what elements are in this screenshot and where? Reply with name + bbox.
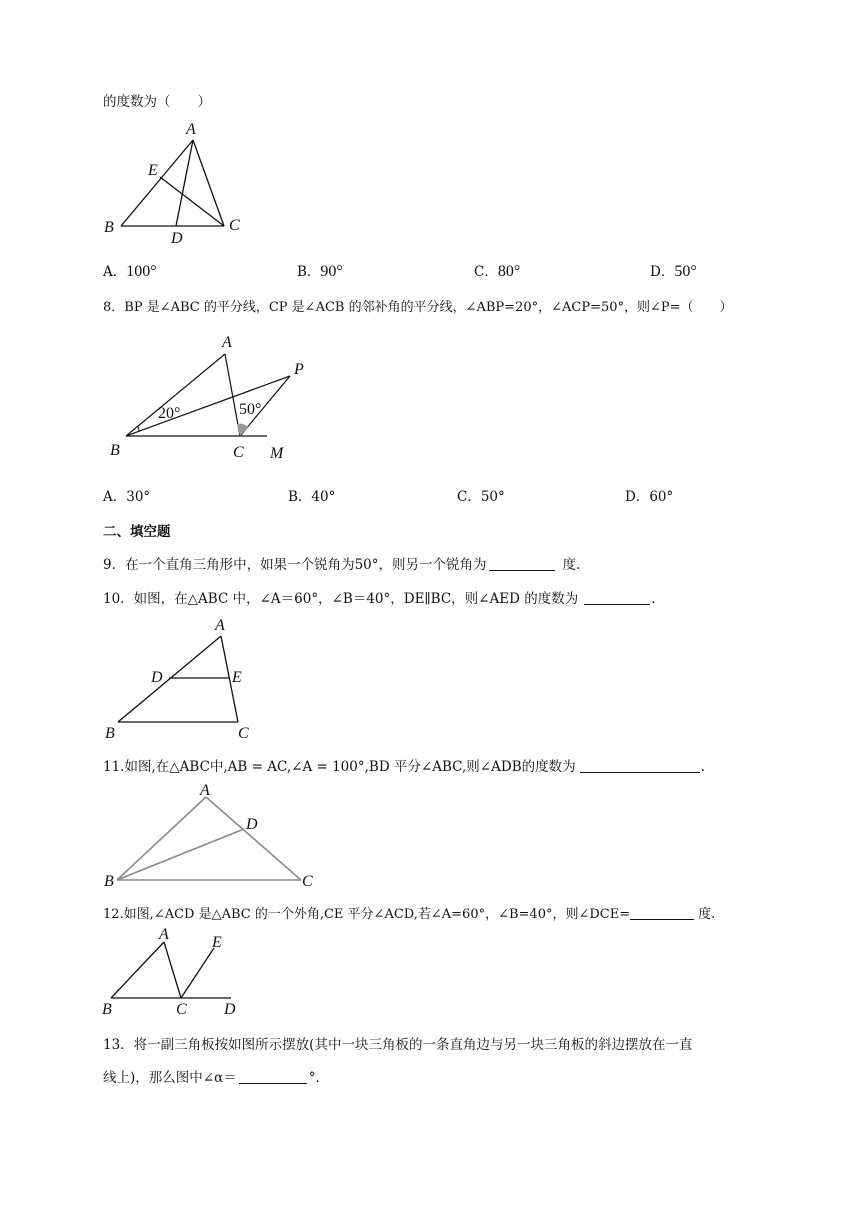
q11-stem: 11.如图,在△ABC中,AB = AC,∠A = 100°,BD 平分∠ABC,则∠ADB的度数为 . xyxy=(103,759,705,775)
q12-answer-blank[interactable] xyxy=(630,905,694,920)
q12-stem: 12.如图,∠ACD 是△ABC 的一个外角,CE 平分∠ACD,若∠A=60°，∠B=40°，则∠DCE= 度. xyxy=(103,907,716,922)
q13-stem-line2: 线上)，那么图中∠α＝ °． xyxy=(103,1070,329,1086)
q8-label-b: B xyxy=(110,442,120,459)
section-fill-in-title: 二、填空题 xyxy=(103,524,171,540)
q10-label-c: C xyxy=(238,725,249,742)
q12-label-d: D xyxy=(224,1001,236,1018)
q7-option-b: B．90° xyxy=(297,263,343,280)
q8-option-d: D．60° xyxy=(625,489,674,505)
q8-label-p: P xyxy=(294,361,304,378)
q7-option-d: D．50° xyxy=(650,263,697,280)
q7-label-a: A xyxy=(186,121,196,138)
q8-angle-20: 20° xyxy=(158,405,181,422)
q12-label-e: E xyxy=(212,934,222,951)
q12-label-b: B xyxy=(102,1001,112,1018)
q8-option-b: B．40° xyxy=(288,489,336,505)
q11-label-d: D xyxy=(246,816,258,833)
q10-stem: 10．如图，在△ABC 中，∠A＝60°，∠B＝40°，DE∥BC，则∠AED 的度数为 . xyxy=(103,591,656,607)
q8-label-m: M xyxy=(270,445,284,462)
q9-answer-blank[interactable] xyxy=(489,556,555,571)
q13-answer-blank[interactable] xyxy=(239,1069,307,1084)
q7-option-a: A．100° xyxy=(103,263,157,280)
q7-option-c: C．80° xyxy=(474,263,521,280)
q11-label-a: A xyxy=(200,782,210,799)
q7-label-e: E xyxy=(148,162,158,179)
q12-label-c: C xyxy=(176,1001,187,1018)
q10-label-e: E xyxy=(232,669,242,686)
q8-stem: 8．BP 是∠ABC 的平分线，CP 是∠ACB 的邻补角的平分线，∠ABP=20°，∠ACP=50°，则∠P=（ ） xyxy=(103,300,733,315)
q7-label-d: D xyxy=(171,230,183,247)
q12-label-a: A xyxy=(159,926,169,943)
q7-label-c: C xyxy=(229,217,240,234)
q10-answer-blank[interactable] xyxy=(584,590,650,605)
q13-stem-line1: 13．将一副三角板按如图所示摆放(其中一块三角板的一条直角边与另一块三角板的斜边摆放在一直 xyxy=(103,1037,693,1053)
q11-label-b: B xyxy=(104,873,114,890)
q11-answer-blank[interactable] xyxy=(580,758,700,773)
q10-label-b: B xyxy=(105,725,115,742)
q9-stem: 9．在一个直角三角形中，如果一个锐角为50°，则另一个锐角为 度. xyxy=(103,557,581,573)
q11-label-c: C xyxy=(302,873,313,890)
q8-label-a: A xyxy=(222,334,232,351)
q10-label-d: D xyxy=(151,669,163,686)
q8-option-a: A．30° xyxy=(103,489,151,505)
q10-label-a: A xyxy=(215,617,225,634)
q7-stem-tail: 的度数为（ ） xyxy=(103,94,211,110)
q8-angle-50: 50° xyxy=(239,401,262,418)
q8-option-c: C．50° xyxy=(457,489,505,505)
q7-label-b: B xyxy=(104,219,114,236)
q8-label-c: C xyxy=(233,444,244,461)
